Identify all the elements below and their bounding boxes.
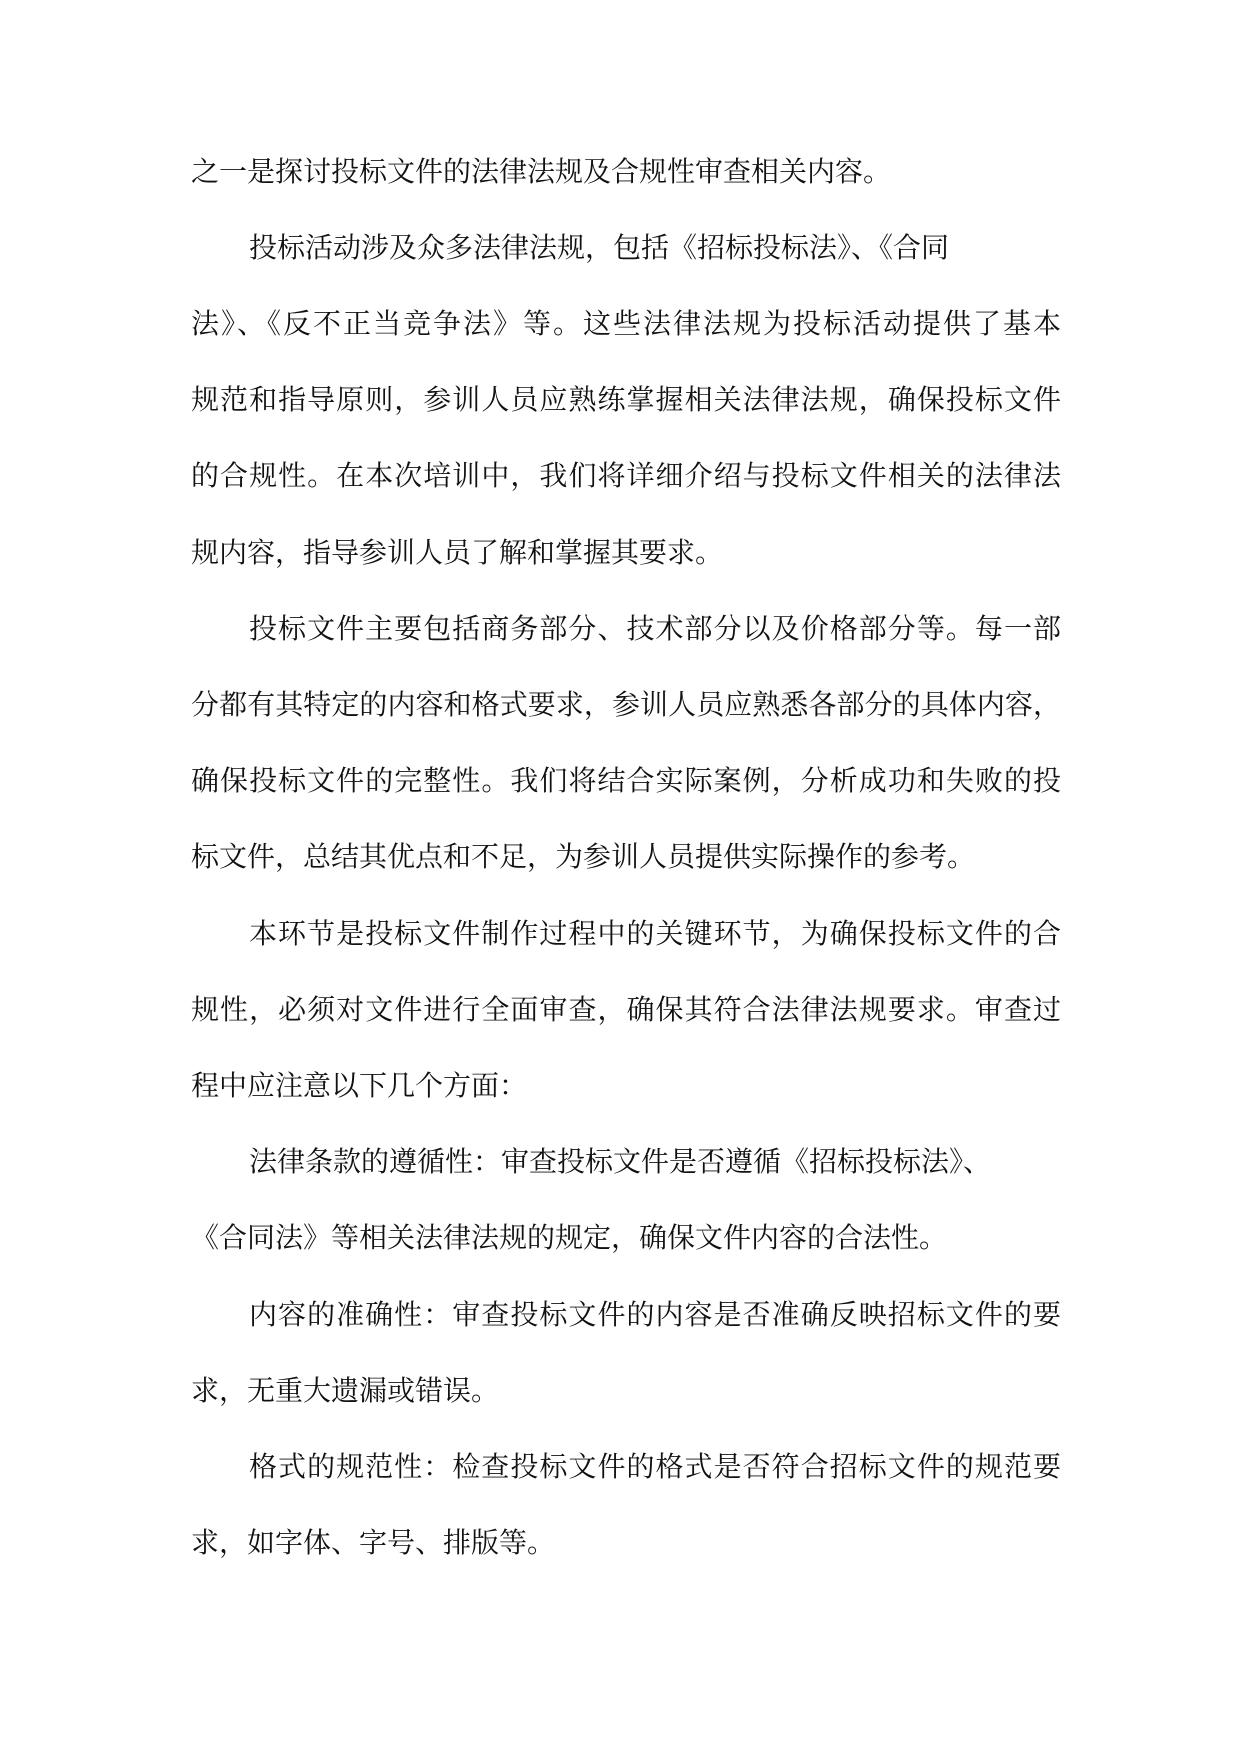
text-line: 求，如字体、字号、排版等。 xyxy=(191,1526,556,1559)
text-line: 规性，必须对文件进行全面审查，确保其符合法律法规要求。审查过 xyxy=(191,993,1061,1026)
text-line: 分都有其特定的内容和格式要求，参训人员应熟悉各部分的具体内容， xyxy=(191,688,1061,721)
text-line: 标文件，总结其优点和不足，为参训人员提供实际操作的参考。 xyxy=(191,840,976,873)
text-line: 投标活动涉及众多法律法规，包括《招标投标法》、《合同 xyxy=(249,231,950,264)
text-line: 程中应注意以下几个方面： xyxy=(191,1069,528,1102)
text-line: 规范和指导原则，参训人员应熟练掌握相关法律法规，确保投标文件 xyxy=(191,383,1061,416)
text-line: 投标文件主要包括商务部分、技术部分以及价格部分等。每一部 xyxy=(249,612,1061,645)
text-line: 本环节是投标文件制作过程中的关键环节，为确保投标文件的合 xyxy=(249,917,1061,950)
text-line: 内容的准确性：审查投标文件的内容是否准确反映招标文件的要 xyxy=(249,1298,1061,1331)
text-line: 法》、《反不正当竞争法》等。这些法律法规为投标活动提供了基本 xyxy=(191,307,1061,340)
text-line: 确保投标文件的完整性。我们将结合实际案例，分析成功和失败的投 xyxy=(191,764,1061,797)
text-line: 格式的规范性：检查投标文件的格式是否符合招标文件的规范要 xyxy=(249,1450,1061,1483)
text-line: 法律条款的遵循性：审查投标文件是否遵循《招标投标法》、 xyxy=(249,1145,992,1178)
text-line: 规内容，指导参训人员了解和掌握其要求。 xyxy=(191,536,724,569)
text-line: 求，无重大遗漏或错误。 xyxy=(191,1374,500,1407)
text-line: 的合规性。在本次培训中，我们将详细介绍与投标文件相关的法律法 xyxy=(191,459,1061,492)
text-line: 之一是探讨投标文件的法律法规及合规性审查相关内容。 xyxy=(191,155,892,188)
text-line: 《合同法》等相关法律法规的规定，确保文件内容的合法性。 xyxy=(191,1221,948,1254)
